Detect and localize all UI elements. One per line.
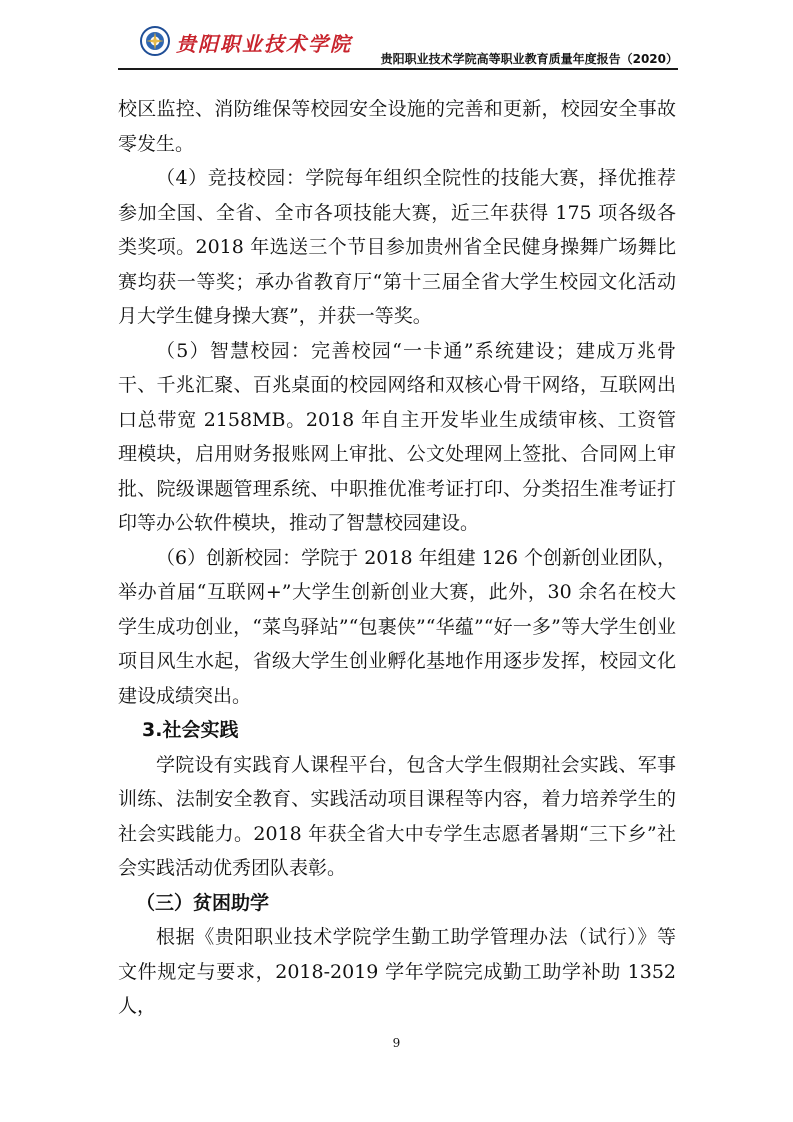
section-heading-poverty-aid: （三）贫困助学 <box>136 891 270 914</box>
paragraph-continued: 校区监控、消防维保等校园安全设施的完善和更新，校园安全事故零发生。 <box>118 98 676 155</box>
college-emblem-icon <box>140 26 170 56</box>
paragraph-social-practice: 学院设有实践育人课程平台，包含大学生假期社会实践、军事训练、法制安全教育、实践活动项目课程等内容，着力培养学生的社会实践能力。2018 年获全省大中专学生志愿者暑期“三下乡”社会实践活动优秀团队表彰。 <box>118 753 676 879</box>
paragraph-innovation-campus: （6）创新校园：学院于 2018 年组建 126 个创新创业团队，举办首届“互联网+”大学生创新创业大赛，此外，30 余名在校大学生成功创业，“菜鸟驿站”“包裹侠”“华蕴”“好一多”等大学生创业项目风生水起，省级大学生创业孵化基地作用逐步发挥，校园文化建设成绩突出。 <box>118 546 676 707</box>
document-body <box>118 92 676 1024</box>
page-number: 9 <box>392 1036 401 1050</box>
paragraph-poverty-aid: 根据《贵阳职业技术学院学生勤工助学管理办法（试行）》等文件规定与要求，2018-2019 学年学院完成勤工助学补助 1352 人， <box>118 926 676 1017</box>
report-title: 贵阳职业技术学院高等职业教育质量年度报告（2020） <box>380 52 678 66</box>
paragraph-competition-campus: （4）竞技校园：学院每年组织全院性的技能大赛，择优推荐参加全国、全省、全市各项技能大赛，近三年获得 175 项各级各类奖项。2018 年选送三个节目参加贵州省全民健身操舞广场舞比赛均获一等奖；承办省教育厅“第十三届全省大学生校园文化活动月大学生健身操大赛”，并获一等奖。 <box>118 167 676 327</box>
section-heading-social-practice: 3.社会实践 <box>142 719 239 741</box>
page-header <box>118 18 678 70</box>
college-logo-text: 贵阳职业技术学院 <box>176 32 352 56</box>
header-divider <box>118 68 678 70</box>
paragraph-smart-campus: （5）智慧校园：完善校园“一卡通”系统建设；建成万兆骨干、千兆汇聚、百兆桌面的校园网络和双核心骨干网络，互联网出口总带宽 2158MB。2018 年自主开发毕业生成绩审核、工资管理模块，启用财务报账网上审批、公文处理网上签批、合同网上审批、院级课题管理系统、中职推优准考证打印、分类招生准考证打印等办公软件模块，推动了智慧校园建设。 <box>118 339 676 534</box>
